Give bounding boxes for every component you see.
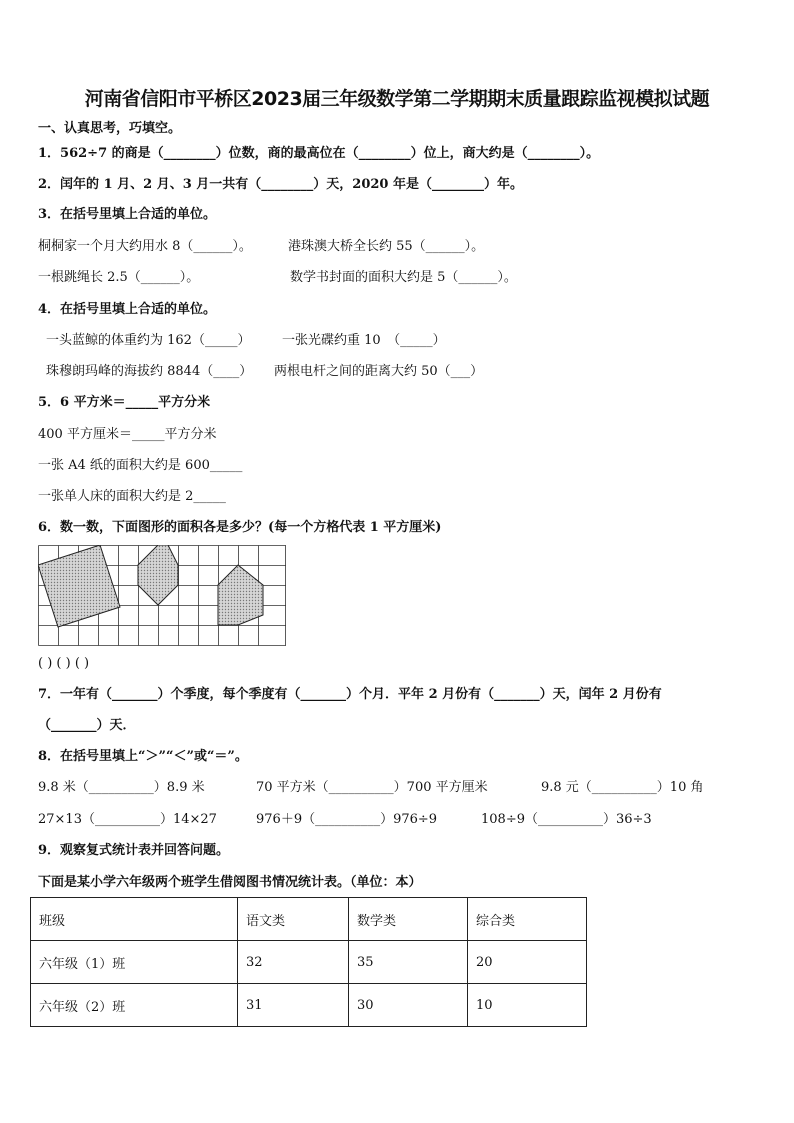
question-4: 4．在括号里填上合适的单位。 [38, 302, 217, 317]
table-header-row [31, 898, 587, 941]
question-7-continued: （_______）天． [38, 718, 136, 733]
question-7: 7．一年有（_______）个季度，每个季度有（_______）个月．平年 2 月份有（_______）天，闰年 2 月份有 [38, 687, 662, 702]
hexagon-shape [138, 545, 178, 605]
table-cell: 30 [349, 984, 468, 1027]
table-header-cell: 数学类 [349, 898, 468, 941]
q3-item-2: 港珠澳大桥全长约 55（______）。 [288, 239, 485, 254]
book-borrowing-table [30, 897, 587, 1027]
q3-item-4: 数学书封面的面积大约是 5（______）。 [290, 270, 517, 285]
q4-item-1: 一头蓝鲸的体重约为 162（_____） [46, 333, 251, 348]
question-6: 6．数一数，下面图形的面积各是多少？(每一个方格代表 1 平方厘米) [38, 520, 442, 535]
table-row [31, 941, 587, 984]
question-3: 3．在括号里填上合适的单位。 [38, 207, 217, 222]
question-9: 9．观察复式统计表并回答问题。 [38, 843, 230, 858]
question-1: 1．562÷7 的商是（________）位数，商的最高位在（________）位上，商大约是（________）。 [38, 146, 600, 161]
table-row [31, 984, 587, 1027]
section-heading: 一、认真思考，巧填空。 [38, 121, 182, 136]
table-cell: 32 [238, 941, 349, 984]
q8-item-6: 108÷9（__________）36÷3 [481, 812, 652, 827]
q8-item-4: 27×13（__________）14×27 [38, 812, 217, 827]
q8-item-3: 9.8 元（__________）10 角 [541, 780, 704, 795]
table-cell: 六年级（1）班 [31, 941, 238, 984]
q9-table-caption: 下面是某小学六年级两个班学生借阅图书情况统计表。（单位：本） [38, 875, 422, 890]
tilted-square-shape [38, 545, 120, 627]
q4-item-2: 一张光碟约重 10 （_____） [282, 333, 446, 348]
table-cell: 六年级（2）班 [31, 984, 238, 1027]
q5-item-2: 400 平方厘米＝_____平方分米 [38, 427, 217, 442]
table-cell: 20 [468, 941, 587, 984]
pentagon-shape [218, 565, 263, 625]
q3-item-1: 桐桐家一个月大约用水 8（______）。 [38, 239, 252, 254]
table-header-cell: 班级 [31, 898, 238, 941]
table-cell: 35 [349, 941, 468, 984]
table-header-cell: 综合类 [468, 898, 587, 941]
page-title: 河南省信阳市平桥区2023届三年级数学第二学期期末质量跟踪监视模拟试题 [84, 88, 710, 110]
q4-item-4: 两根电杆之间的距离大约 50（___） [274, 364, 484, 379]
q5-item-3: 一张 A4 纸的面积大约是 600_____ [38, 458, 243, 473]
q6-answers: ( ) ( ) ( ) [38, 656, 90, 671]
area-grid-figure [38, 545, 288, 651]
table-cell: 10 [468, 984, 587, 1027]
question-2: 2．闰年的 1 月、2 月、3 月一共有（________）天，2020 年是（________）年。 [38, 177, 523, 192]
table-header-cell: 语文类 [238, 898, 349, 941]
q8-item-1: 9.8 米（__________）8.9 米 [38, 780, 205, 795]
question-8: 8．在括号里填上“＞”“＜”或“＝”。 [38, 749, 248, 764]
q8-item-5: 976＋9（__________）976÷9 [256, 812, 438, 827]
q8-item-2: 70 平方米（__________）700 平方厘米 [256, 780, 488, 795]
table-cell: 31 [238, 984, 349, 1027]
q3-item-3: 一根跳绳长 2.5（______）。 [38, 270, 200, 285]
q4-item-3: 珠穆朗玛峰的海拔约 8844（____） [46, 364, 253, 379]
question-5: 5．6 平方米＝_____平方分米 [38, 395, 211, 410]
q5-item-4: 一张单人床的面积大约是 2_____ [38, 489, 226, 504]
